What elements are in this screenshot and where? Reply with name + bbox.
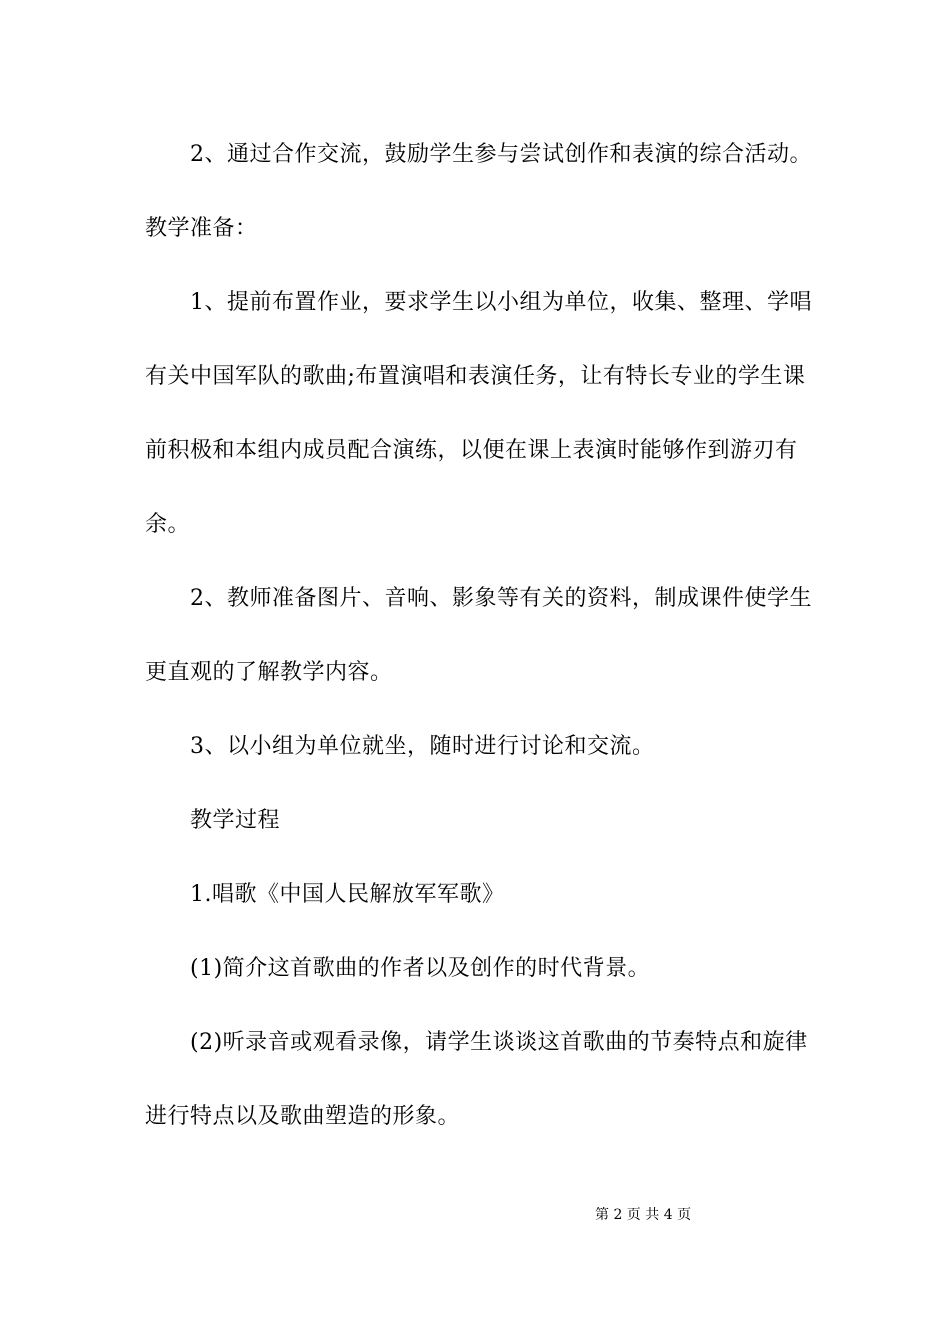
paragraph-line: 前积极和本组内成员配合演练，以便在课上表演时能够作到游刃有 bbox=[145, 438, 798, 463]
paragraph-line: 有关中国军队的歌曲;布置演唱和表演任务，让有特长专业的学生课 bbox=[145, 364, 806, 389]
paragraph-line: 1、提前布置作业，要求学生以小组为单位，收集、整理、学唱 bbox=[190, 290, 812, 315]
paragraph-line: 更直观的了解教学内容。 bbox=[145, 660, 393, 685]
paragraph-line: 2、通过合作交流，鼓励学生参与尝试创作和表演的综合活动。 bbox=[190, 142, 812, 167]
paragraph-line: (2)听录音或观看录像，请学生谈谈这首歌曲的节奏特点和旋律 bbox=[190, 1030, 808, 1055]
paragraph-line: 余。 bbox=[145, 512, 191, 537]
section-heading: 教学准备： bbox=[145, 216, 258, 241]
page-number-footer: 第 2 页 共 4 页 bbox=[595, 1207, 692, 1223]
paragraph-line: 进行特点以及歌曲塑造的形象。 bbox=[145, 1104, 461, 1129]
paragraph-line: 2、教师准备图片、音响、影象等有关的资料，制成课件使学生 bbox=[190, 586, 812, 611]
paragraph-line: (1)简介这首歌曲的作者以及创作的时代背景。 bbox=[190, 956, 651, 981]
paragraph-line: 3、以小组为单位就坐，随时进行讨论和交流。 bbox=[190, 734, 655, 759]
section-heading: 教学过程 bbox=[190, 808, 281, 833]
paragraph-line: 1.唱歌《中国人民解放军军歌》 bbox=[190, 882, 505, 907]
